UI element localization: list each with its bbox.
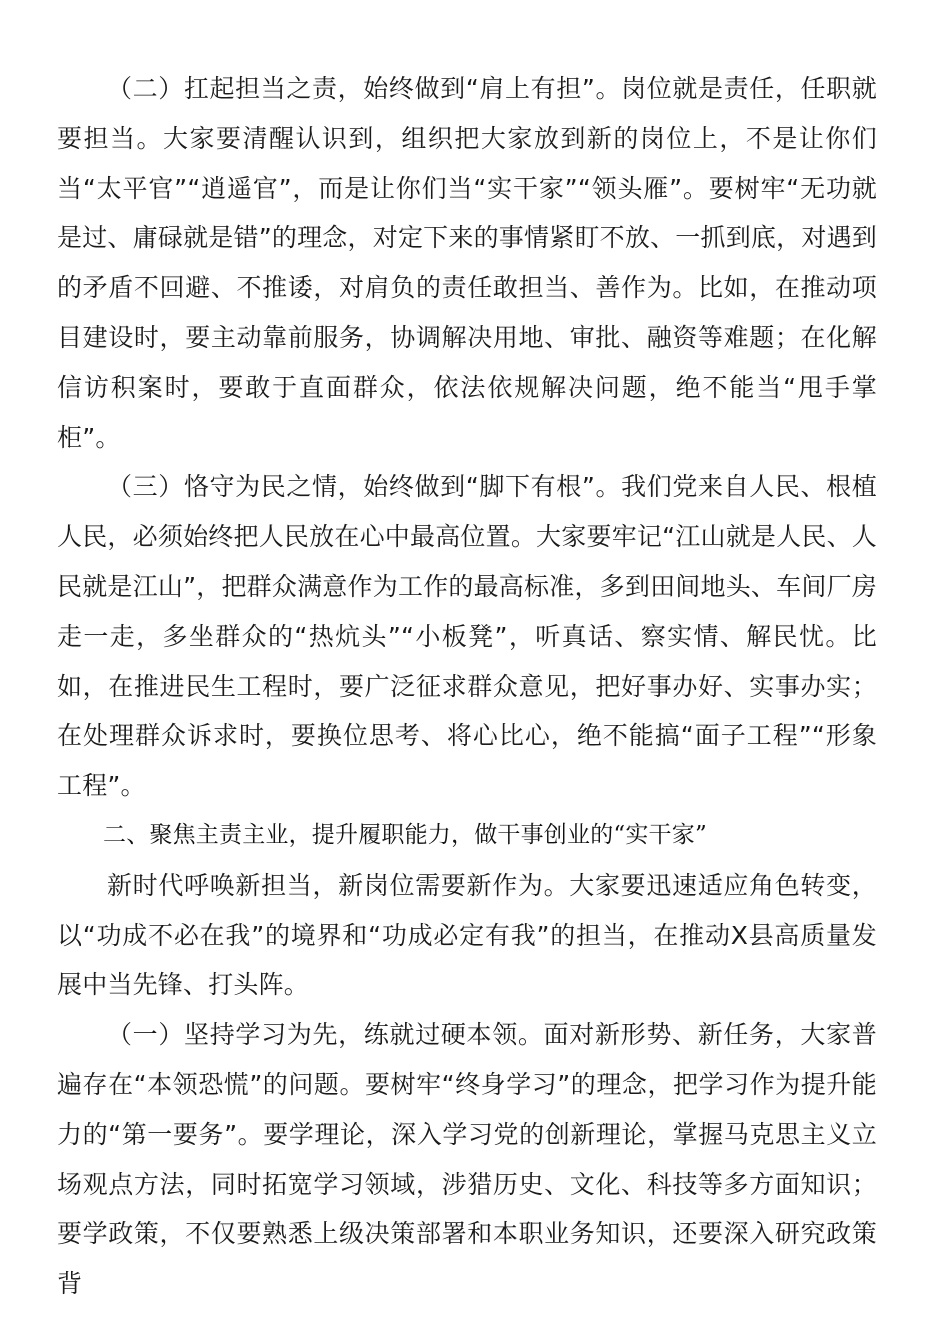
- section-heading: 二、聚焦主责主业，提升履职能力，做干事创业的“实干家”: [103, 821, 707, 848]
- paragraph-new-era: 新时代呼唤新担当，新岗位需要新作为。大家要迅速适应角色转变，以“功成不必在我”的境界和“功成必定有我”的担当，在推动X县高质量发展中当先锋、打头阵。: [57, 870, 877, 1000]
- paragraph-people: （三）恪守为民之情，始终做到“脚下有根”。我们党来自人民、根植人民，必须始终把人民放在心中最高位置。大家要牢记“江山就是人民、人民就是江山”，把群众满意作为工作的最高标准，多到田间地头、车间厂房走一走，多坐群众的“热炕头”“小板凳”，听真话、察实情、解民忧。比如，在推进民生工程时，要广泛征求群众意见，把好事办好、实事办实；在处理群众诉求时，要换位思考、将心比心，绝不能搞“面子工程”“形象工程”。: [57, 472, 877, 801]
- paragraph-learning: （一）坚持学习为先，练就过硬本领。面对新形势、新任务，大家普遍存在“本领恐慌”的问题。要树牢“终身学习”的理念，把学习作为提升能力的“第一要务”。要学理论，深入学习党的创新理论，掌握马克思主义立场观点方法，同时拓宽学习领域，涉猎历史、文化、科技等多方面知识；要学政策，不仅要熟悉上级决策部署和本职业务知识，还要深入研究政策背: [57, 1020, 877, 1299]
- document-body: [57, 64, 877, 1309]
- paragraph-responsibility: （二）扛起担当之责，始终做到“肩上有担”。岗位就是责任，任职就要担当。大家要清醒认识到，组织把大家放到新的岗位上，不是让你们当“太平官”“逍遥官”，而是让你们当“实干家”“领头雁”。要树牢“无功就是过、庸碌就是错”的理念，对定下来的事情紧盯不放、一抓到底，对遇到的矛盾不回避、不推诿，对肩负的责任敢担当、善作为。比如，在推动项目建设时，要主动靠前服务，协调解决用地、审批、融资等难题；在化解信访积案时，要敢于直面群众，依法依规解决问题，绝不能当“甩手掌柜”。: [57, 74, 877, 452]
